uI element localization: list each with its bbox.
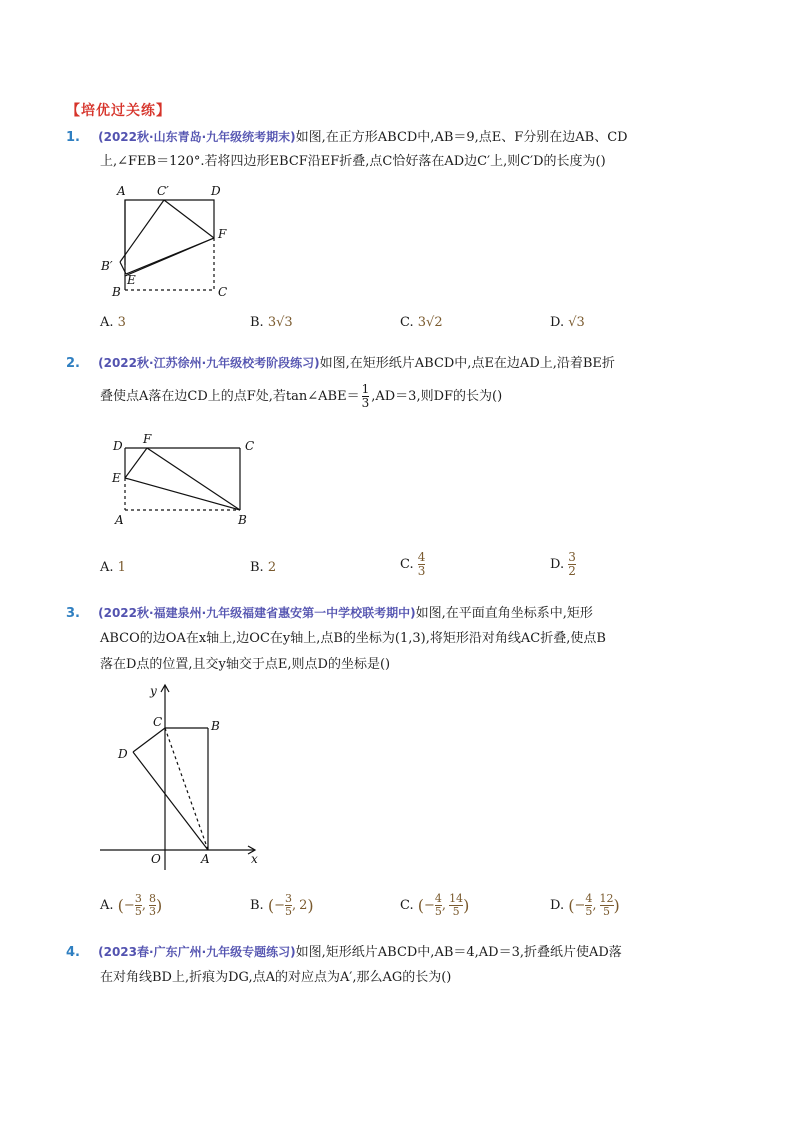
- label-B-prime: B′: [101, 259, 113, 273]
- option-c[interactable]: C. (− $\frac{4}{5}$ , $\frac{14}{5}$ ): [400, 892, 470, 918]
- option-b[interactable]: B. (− $\frac{3}{5}$ , 2): [250, 892, 314, 918]
- question-text-line1: 如图,在平面直角坐标系中,矩形: [415, 606, 593, 621]
- question-2: [66, 353, 615, 374]
- label-E: E: [112, 471, 121, 485]
- option-a[interactable]: A. 1: [100, 560, 126, 575]
- figure-q1: [100, 180, 250, 300]
- option-c[interactable]: C. $\frac{4}{3}$: [400, 550, 426, 578]
- label-C: C: [245, 439, 255, 453]
- label-O: O: [151, 852, 161, 866]
- question-source: (2022秋·福建泉州·九年级福建省惠安第一中学校联考期中): [98, 606, 416, 620]
- question-text-line3: 落在D点的位置,且交y轴交于点E,则点D的坐标是(): [100, 657, 391, 672]
- label-F: F: [218, 227, 227, 241]
- question-text-line2: ABCO的边OA在x轴上,边OC在y轴上,点B的坐标为(1,3),将矩形沿对角线AC折叠,使点B: [100, 631, 606, 646]
- option-b[interactable]: B. 2: [250, 560, 277, 575]
- option-a[interactable]: A. (− $\frac{3}{5}$ , $\frac{8}{3}$ ): [100, 892, 163, 918]
- question-4: [66, 942, 622, 963]
- figure-q2: [100, 430, 270, 530]
- question-number: 4.: [66, 945, 80, 960]
- label-C: C: [153, 715, 163, 729]
- option-b[interactable]: B. 3√3: [250, 315, 293, 330]
- question-text-line1: 如图,在正方形ABCD中,AB＝9,点E、F分别在边AB、CD: [295, 130, 628, 145]
- question-number: 1.: [66, 130, 80, 145]
- label-B: B: [238, 513, 247, 527]
- label-C: C: [218, 285, 228, 299]
- label-B: B: [211, 719, 220, 733]
- label-A: A: [201, 852, 210, 866]
- question-source: (2022秋·江苏徐州·九年级校考阶段练习): [98, 356, 320, 370]
- question-number: 2.: [66, 356, 80, 371]
- question-source: (2022秋·山东青岛·九年级统考期末): [98, 130, 296, 144]
- question-text-line2: 叠使点A落在边CD上的点F处,若tan∠ABE＝ $\frac{1}{3}$ ,AD＝3,则DF的长为(): [100, 382, 503, 410]
- label-B: B: [112, 285, 121, 299]
- label-A: A: [117, 184, 126, 198]
- figure-q3: [95, 680, 270, 875]
- label-E: E: [127, 273, 136, 287]
- label-D: D: [118, 747, 128, 761]
- label-x: x: [251, 852, 258, 866]
- label-F: F: [143, 432, 152, 446]
- label-C-prime: C′: [157, 184, 169, 198]
- question-1: [66, 127, 628, 148]
- question-text-line2: 上,∠FEB＝120°.若将四边形EBCF沿EF折叠,点C恰好落在AD边C′上,则C′D的长度为(): [100, 154, 606, 169]
- question-source: (2023春·广东广州·九年级专题练习): [98, 945, 296, 959]
- label-y: y: [150, 684, 157, 698]
- label-D: D: [211, 184, 221, 198]
- label-A: A: [115, 513, 124, 527]
- question-text-line1: 如图,矩形纸片ABCD中,AB＝4,AD＝3,折叠纸片使AD落: [295, 945, 622, 960]
- section-header: 【培优过关练】: [66, 103, 171, 119]
- question-3: [66, 603, 593, 624]
- option-c[interactable]: C. 3√2: [400, 315, 443, 330]
- option-d[interactable]: D. $\frac{3}{2}$: [550, 550, 576, 578]
- question-number: 3.: [66, 606, 80, 621]
- label-D: D: [113, 439, 123, 453]
- option-d[interactable]: D. √3: [550, 315, 585, 330]
- option-a[interactable]: A. 3: [100, 315, 126, 330]
- option-d[interactable]: D. (− $\frac{4}{5}$ , $\frac{12}{5}$ ): [550, 892, 620, 918]
- question-text-line1: 如图,在矩形纸片ABCD中,点E在边AD上,沿着BE折: [319, 356, 615, 371]
- question-text-line2: 在对角线BD上,折痕为DG,点A的对应点为A′,那么AG的长为(): [100, 970, 452, 985]
